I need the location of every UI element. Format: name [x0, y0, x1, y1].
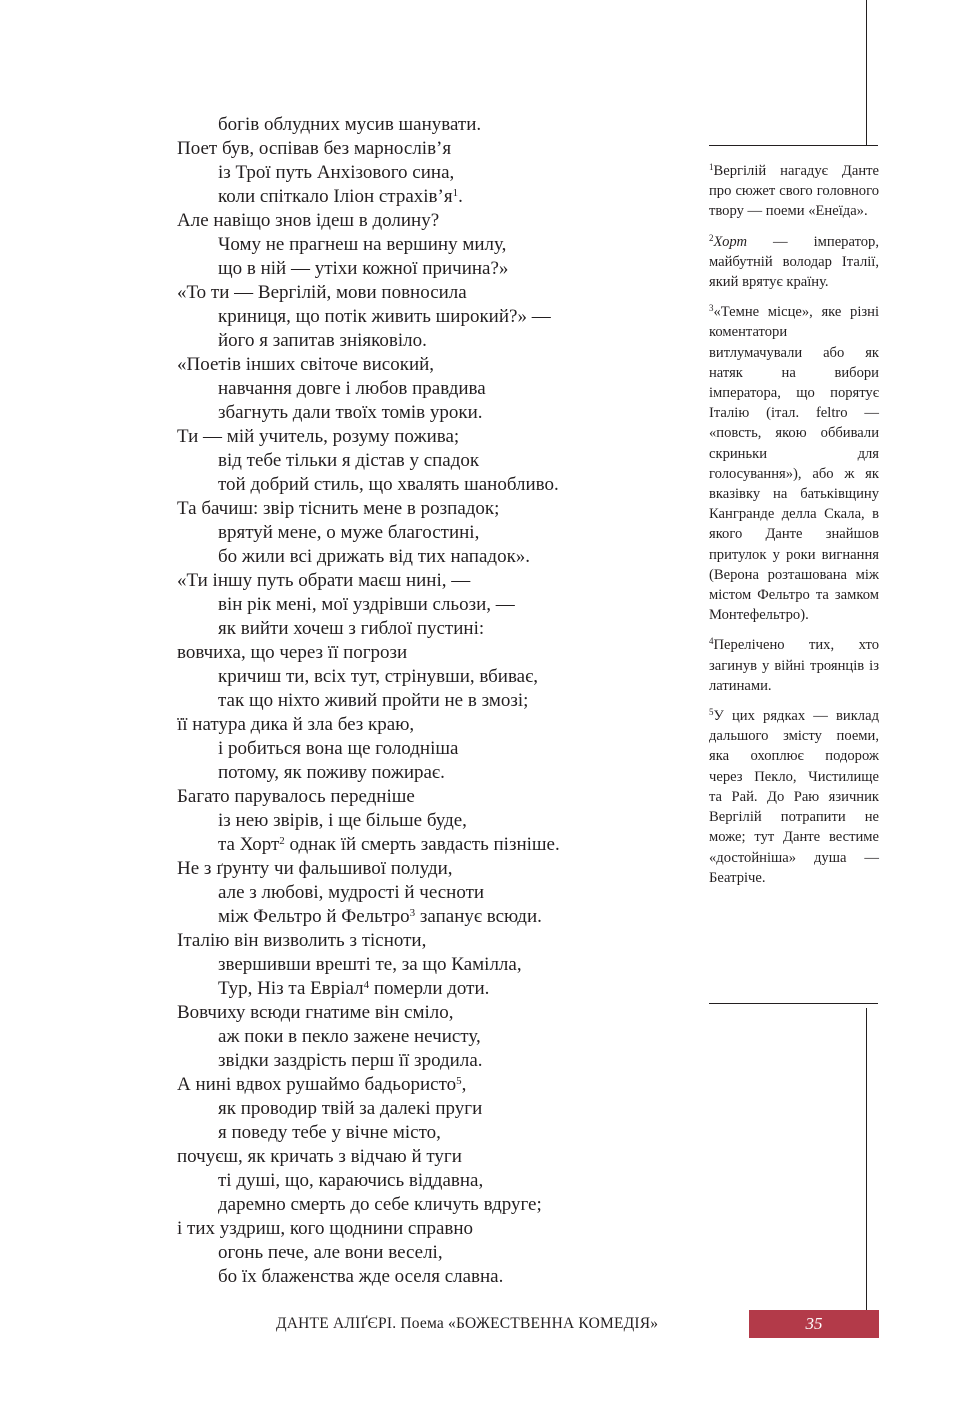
poem-line-text: «Поетів інших світоче високий,: [177, 354, 435, 375]
margin-rule-vertical-top: [866, 0, 867, 145]
poem-line: [177, 857, 677, 881]
page-number: 35: [805, 1314, 823, 1333]
poem-line-text: Чому не прагнеш на вершину милу,: [218, 234, 507, 255]
poem-line-text: Багато парувалось передніше: [177, 786, 415, 807]
poem-line-text: його я запитав зніяковіло.: [218, 330, 427, 351]
poem-line: [177, 161, 677, 185]
poem-line-text: даремно смерть до себе кличуть вдруге;: [218, 1194, 542, 1215]
footnote: [709, 635, 879, 696]
poem-line: [177, 449, 677, 473]
poem-line: [177, 473, 677, 497]
margin-rule-vertical-bottom: [866, 1008, 867, 1310]
footnote-number: 4: [709, 636, 714, 647]
poem-line-text: від тебе тільки я дістав у спадок: [218, 450, 480, 471]
poem-line-text: із Трої путь Анхізового сина,: [218, 162, 455, 183]
page-number-badge: [749, 1310, 879, 1338]
poem-text: [177, 113, 677, 1289]
poem-line-text: так що ніхто живий пройти не в змозі;: [218, 690, 529, 711]
poem-line-text: Та бачиш: звір тіснить мене в розпадок;: [177, 498, 500, 519]
poem-line-text: що в ній — утіхи кожної причина?»: [218, 258, 509, 279]
poem-line-text: вовчиха, що через її погрози: [177, 642, 408, 663]
poem-line: [177, 617, 677, 641]
poem-line-text: «Ти іншу путь обрати маєш нині, —: [177, 570, 471, 591]
poem-line: [177, 1169, 677, 1193]
footnote-ref: 3: [409, 907, 416, 919]
poem-line-text: Не з ґрунту чи фальшивої полуди,: [177, 858, 453, 879]
poem-line: [177, 1241, 677, 1265]
poem-line: [177, 329, 677, 353]
poem-line-text: Але навіщо знов ідеш в долину?: [177, 210, 440, 231]
poem-line: [177, 305, 677, 329]
footnote-text: «Темне місце», яке різні коментатори витлумачували або як натяк на вибори імператора, що порятує Італію (італ. feltro — «повсть, якою оббивали скриньки для голосування»), або ж як вказівку на батьківщину Кангранде делла Скала, в якого Данте знайшов притулок у роки вигнання (Верона розташована між містом Фельтро та замком Монтефельтро).: [709, 304, 879, 624]
poem-line: [177, 1097, 677, 1121]
footnote-text: Перелічено тих, хто загинув у війні троянців із латинами.: [709, 637, 879, 694]
footnote-number: 5: [709, 707, 714, 718]
poem-line: [177, 1073, 677, 1097]
footnote-number: 1: [709, 162, 714, 172]
notes-rule-bottom: [709, 1003, 878, 1004]
poem-line-text: навчання довге і любов правдива: [218, 378, 486, 399]
poem-line-text: як вийти хочеш з гиблої пустині:: [218, 618, 485, 639]
poem-line-text: я поведу тебе у вічне місто,: [218, 1122, 441, 1143]
poem-line: [177, 545, 677, 569]
poem-line-text: почуєш, як кричать з відчаю й туги: [177, 1146, 462, 1167]
running-footer-title: ДАНТЕ АЛІҐЄРІ. Поема «БОЖЕСТВЕННА КОМЕДІЯ»: [276, 1315, 659, 1332]
poem-line-text: бо їх блаженства жде оселя славна.: [218, 1266, 504, 1287]
poem-line: [177, 401, 677, 425]
poem-line: [177, 257, 677, 281]
poem-line: [177, 1145, 677, 1169]
poem-line: [177, 713, 677, 737]
poem-line-text: як проводир твій за далекі пруги: [218, 1098, 483, 1119]
poem-line-text: він рік мені, мої уздрівши сльози, —: [218, 594, 515, 615]
footnote-term: Хорт: [713, 233, 748, 250]
poem-line-tail: запанує всюди.: [415, 906, 542, 927]
footnote: [709, 232, 879, 293]
poem-line-text: звідки заздрість перш її зродила.: [218, 1050, 483, 1071]
poem-line: [177, 689, 677, 713]
poem-line-tail: однак їй смерть завдасть пізніше.: [284, 834, 560, 855]
poem-line: [177, 785, 677, 809]
poem-line: [177, 377, 677, 401]
poem-line: [177, 833, 677, 857]
poem-line-text: збагнуть дали твоїх томів уроки.: [218, 402, 483, 423]
footnote: [709, 706, 879, 888]
poem-line-text: Італію він визволить з тісноти,: [177, 930, 427, 951]
poem-line-tail: .: [458, 186, 463, 207]
poem-line-text: Ти — мій учитель, розуму пожива;: [177, 426, 460, 447]
footnote-number: 3: [709, 303, 714, 314]
poem-line-text: «То ти — Вергілій, мови повносила: [177, 282, 467, 303]
poem-line-text: той добрий стиль, що хвалять шанобливо.: [218, 474, 559, 495]
poem-line-text: Поет був, оспівав без марнослів’я: [177, 138, 452, 159]
poem-line-text: аж поки в пекло зажене нечисту,: [218, 1026, 481, 1047]
poem-line: [177, 1049, 677, 1073]
poem-line-text: криниця, що потік живить широкий?» —: [218, 306, 551, 327]
poem-line: [177, 281, 677, 305]
poem-line: [177, 1265, 677, 1289]
footnote-ref: 2: [279, 835, 285, 847]
poem-line-text: бо жили всі дрижать від тих нападок».: [218, 546, 531, 567]
poem-line: [177, 809, 677, 833]
poem-line: [177, 905, 677, 929]
poem-line: [177, 953, 677, 977]
footnote-ref: 4: [363, 979, 370, 991]
poem-line-text: богів облудних мусив шанувати.: [218, 114, 482, 135]
footnote-ref: 1: [452, 187, 459, 199]
poem-line: [177, 665, 677, 689]
poem-line-text: і тих уздриш, кого щоднини справно: [177, 1218, 474, 1239]
poem-line: [177, 353, 677, 377]
poem-line-text: Вовчиху всюди гнатиме він сміло,: [177, 1002, 454, 1023]
footnote: [709, 302, 879, 625]
footnotes-column: [709, 161, 879, 898]
notes-rule-top: [709, 145, 878, 146]
poem-line-text: врятуй мене, о муже благостині,: [218, 522, 480, 543]
poem-line-text: огонь пече, але вони веселі,: [218, 1242, 443, 1263]
poem-line: [177, 497, 677, 521]
footnote-text: У цих рядках — виклад дальшого змісту поеми, яка охоплює подорож через Пекло, Чистилище та Рай. До Раю язичник Вергілій потрапити не може; тут Данте вестиме «достойніша» душа — Беатріче.: [709, 708, 879, 886]
poem-line-text: Тур, Ніз та Евріал: [218, 978, 364, 999]
poem-line: [177, 185, 677, 209]
poem-line-text: ті душі, що, караючись віддавна,: [218, 1170, 484, 1191]
poem-line-text: і робиться вона ще голодніша: [218, 738, 459, 759]
footnote-text: Вергілій нагадує Данте про сюжет свого головного твору — поеми «Енеїда».: [709, 163, 879, 220]
poem-line-text: звершивши врешті те, за що Камілла,: [218, 954, 522, 975]
footnote-number: 2: [709, 232, 714, 243]
footnote: [709, 161, 879, 222]
poem-line-text: кричиш ти, всіх тут, стрінувши, вбиває,: [218, 666, 539, 687]
footnote-ref: 5: [456, 1075, 462, 1087]
poem-line-text: та Хорт: [218, 834, 280, 855]
poem-line: [177, 1121, 677, 1145]
poem-line: [177, 977, 677, 1001]
poem-line: [177, 1193, 677, 1217]
poem-line-text: між Фельтро й Фельтро: [218, 906, 410, 927]
poem-line: [177, 593, 677, 617]
poem-line: [177, 761, 677, 785]
poem-line: [177, 209, 677, 233]
poem-line-text: її натура дика й зла без краю,: [177, 714, 415, 735]
poem-line-text: але з любові, мудрості й чесноти: [218, 882, 485, 903]
poem-line-text: із нею звірів, і ще більше буде,: [218, 810, 467, 831]
poem-line-text: А нині вдвох рушаймо бадьористо: [177, 1074, 457, 1095]
poem-line-tail: померли доти.: [369, 978, 490, 999]
poem-line: [177, 233, 677, 257]
poem-line: [177, 113, 677, 137]
poem-line-tail: ,: [461, 1074, 467, 1095]
poem-line: [177, 425, 677, 449]
poem-line-text: потому, як поживу пожирає.: [218, 762, 445, 783]
poem-line: [177, 1025, 677, 1049]
footnote-text: — імператор, майбутній володар Італії, який врятує країну.: [709, 233, 879, 291]
poem-line: [177, 881, 677, 905]
poem-line: [177, 1217, 677, 1241]
poem-line: [177, 569, 677, 593]
poem-line: [177, 641, 677, 665]
poem-line: [177, 737, 677, 761]
poem-line: [177, 929, 677, 953]
poem-line-text: коли спіткало Іліон страхів’я: [218, 186, 453, 207]
poem-line: [177, 137, 677, 161]
poem-line: [177, 521, 677, 545]
poem-line: [177, 1001, 677, 1025]
